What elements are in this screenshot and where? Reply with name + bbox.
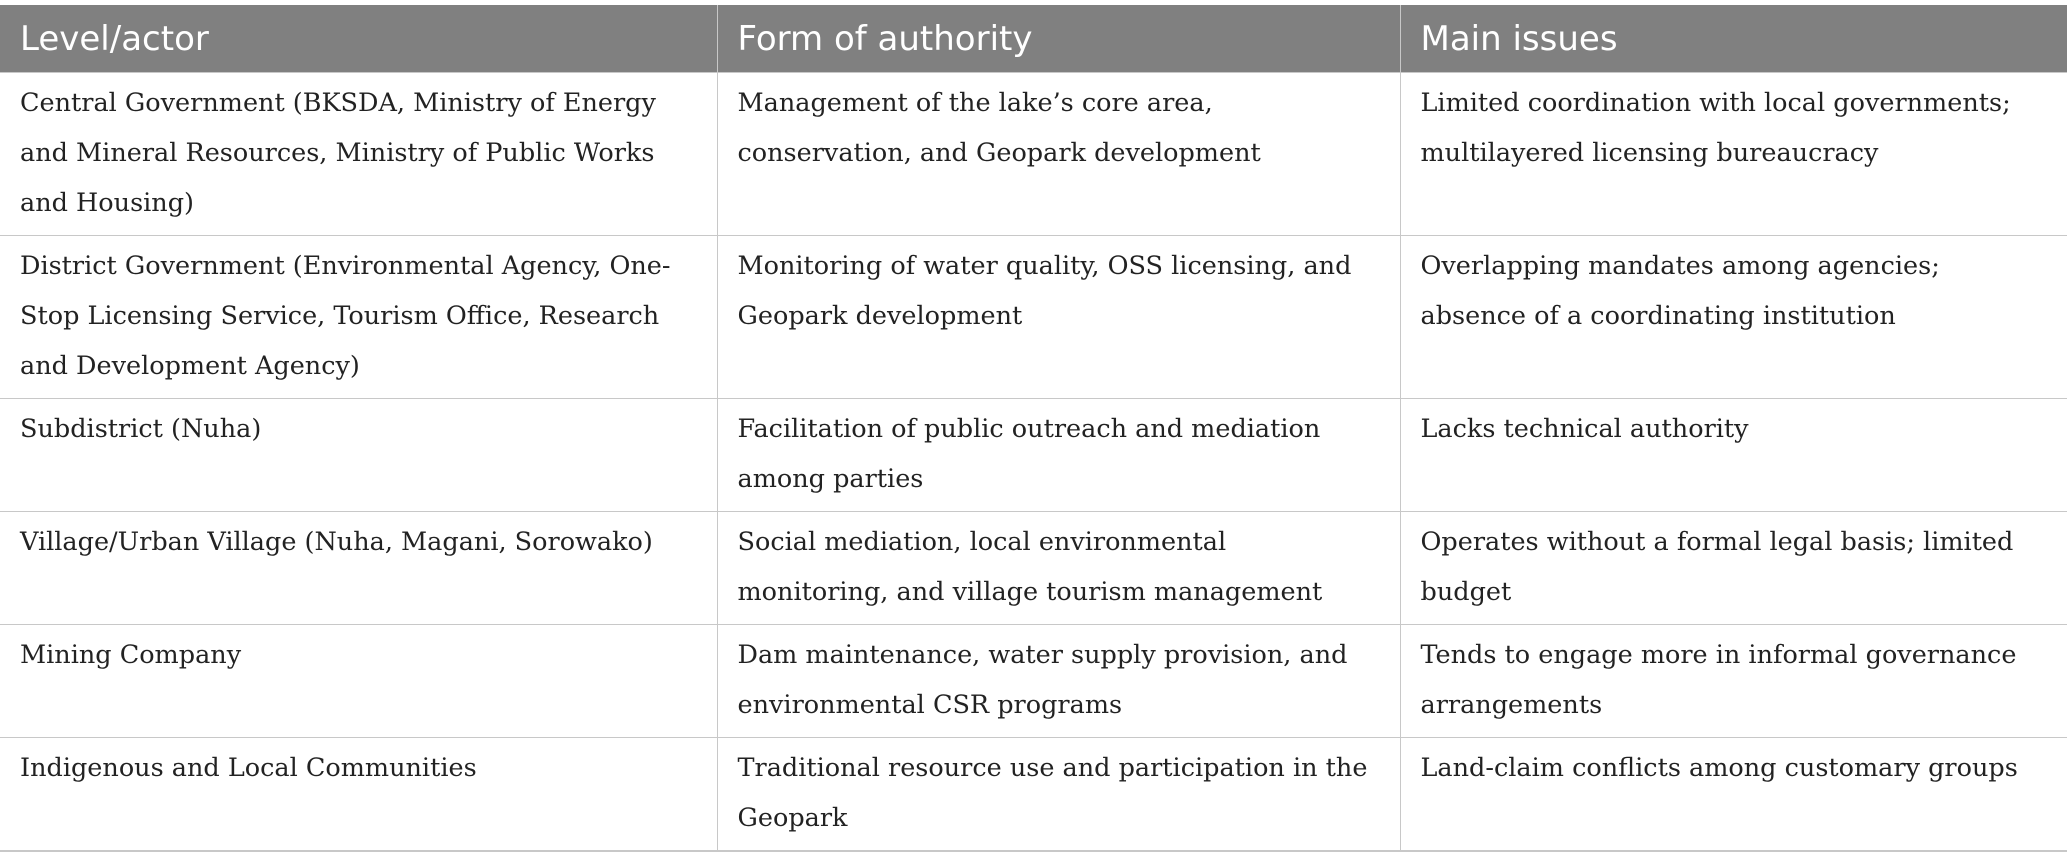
- table-header: [0, 5, 2067, 73]
- column-header-form-of-authority: Form of authority: [717, 5, 1400, 73]
- cell-authority: Social mediation, local environmental monitoring, and village tourism management: [717, 512, 1400, 625]
- cell-actor: Subdistrict (Nuha): [0, 399, 717, 512]
- cell-authority: Monitoring of water quality, OSS licensing, and Geopark development: [717, 236, 1400, 399]
- table-row: [0, 512, 2067, 625]
- column-header-level-actor: Level/actor: [0, 5, 717, 73]
- cell-authority: Traditional resource use and participation in the Geopark: [717, 738, 1400, 852]
- table-row: [0, 236, 2067, 399]
- column-header-main-issues: Main issues: [1400, 5, 2067, 73]
- cell-authority: Facilitation of public outreach and mediation among parties: [717, 399, 1400, 512]
- cell-issues: Overlapping mandates among agencies; absence of a coordinating institution: [1400, 236, 2067, 399]
- table-row: [0, 399, 2067, 512]
- cell-issues: Tends to engage more in informal governance arrangements: [1400, 625, 2067, 738]
- table-row: [0, 625, 2067, 738]
- cell-actor: Village/Urban Village (Nuha, Magani, Sorowako): [0, 512, 717, 625]
- table-row: [0, 73, 2067, 236]
- cell-issues: Limited coordination with local governments; multilayered licensing bureaucracy: [1400, 73, 2067, 236]
- cell-authority: Dam maintenance, water supply provision, and environmental CSR programs: [717, 625, 1400, 738]
- cell-issues: Operates without a formal legal basis; limited budget: [1400, 512, 2067, 625]
- table-body: [0, 73, 2067, 852]
- header-row: [0, 5, 2067, 73]
- cell-actor: Indigenous and Local Communities: [0, 738, 717, 852]
- cell-issues: Lacks technical authority: [1400, 399, 2067, 512]
- table-row: [0, 738, 2067, 852]
- cell-actor: Central Government (BKSDA, Ministry of Energy and Mineral Resources, Ministry of Public Works and Housing): [0, 73, 717, 236]
- governance-table-container: [0, 5, 2067, 852]
- cell-authority: Management of the lake’s core area, conservation, and Geopark development: [717, 73, 1400, 236]
- governance-table: [0, 5, 2067, 852]
- cell-actor: District Government (Environmental Agency, One-Stop Licensing Service, Tourism Office, Research and Development Agency): [0, 236, 717, 399]
- cell-issues: Land-claim conflicts among customary groups: [1400, 738, 2067, 852]
- cell-actor: Mining Company: [0, 625, 717, 738]
